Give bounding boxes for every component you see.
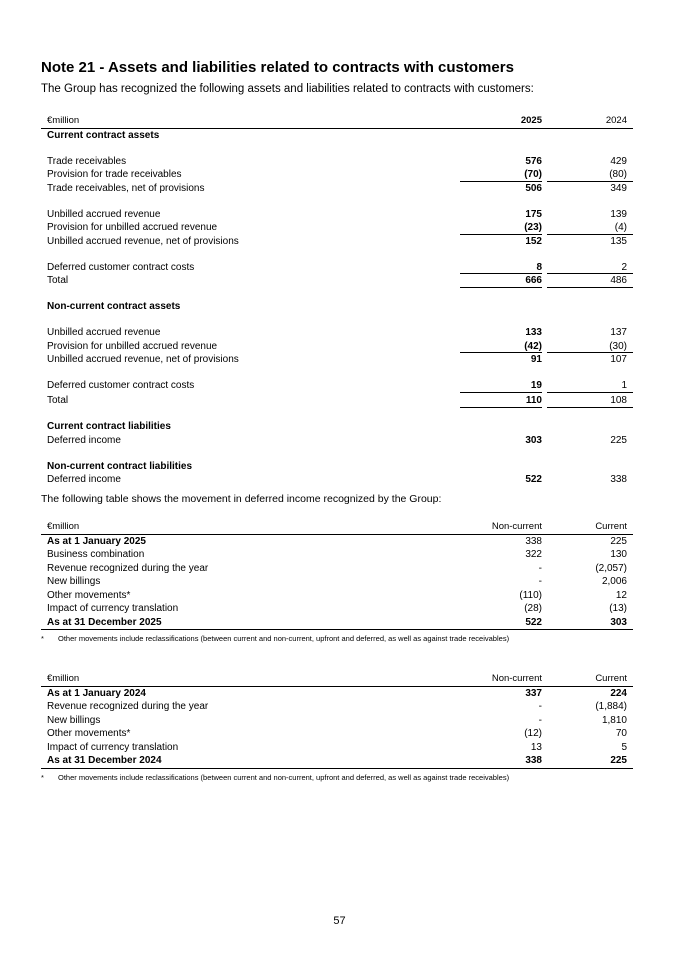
row-label: Business combination (47, 549, 145, 560)
table-row (41, 182, 633, 196)
cell-col1: - (538, 701, 542, 712)
cell-col2: 225 (610, 755, 627, 766)
cell-col2: 1 (547, 379, 633, 393)
cell-col2: 486 (547, 274, 633, 288)
cell-col1: 175 (525, 208, 542, 220)
cell-col1: 152 (525, 235, 542, 247)
table-header (41, 114, 633, 129)
row-label: Provision for trade receivables (47, 169, 182, 180)
spacer (41, 408, 633, 421)
row-label: Deferred income (47, 434, 121, 446)
cell-col1: Non-current (491, 521, 542, 532)
section-heading (41, 420, 633, 434)
page-number: 57 (333, 915, 346, 927)
total-row (41, 616, 633, 631)
footnote-text: Other movements include reclassifications (between current and non-current, upfront and deferred, as well as against trade receivables) (58, 773, 510, 782)
row-label: New billings (47, 714, 101, 726)
cell-col2: Current (595, 521, 627, 532)
cell-col2: 108 (547, 393, 633, 408)
table-row (41, 687, 633, 701)
row-label: Deferred customer contract costs (47, 380, 195, 391)
movement-intro-text: The following table shows the movement in deferred income recognized by the Group: (41, 493, 442, 505)
cell-col2: 12 (615, 589, 627, 601)
intro-text: The Group has recognized the following assets and liabilities related to contracts with customers: (41, 83, 534, 95)
row-label: €million (47, 521, 80, 532)
spacer (41, 314, 633, 327)
row-label: Unbilled accrued revenue, net of provisions (47, 354, 239, 365)
row-label: Unbilled accrued revenue, net of provisions (47, 235, 239, 247)
table-row (41, 700, 633, 714)
spacer (41, 367, 633, 380)
cell-col1: 522 (525, 616, 542, 628)
footnote-text: Other movements include reclassifications (between current and non-current, upfront and deferred, as well as against trade receivables) (58, 634, 510, 643)
row-label: Unbilled accrued revenue (47, 208, 161, 220)
table-row (41, 168, 633, 182)
cell-col2: (4) (547, 221, 633, 235)
table-row (41, 261, 633, 275)
row-label: New billings (47, 576, 101, 587)
row-label: Current contract liabilities (47, 421, 171, 432)
cell-col2: 2,006 (601, 576, 627, 587)
cell-col2: (2,057) (595, 562, 627, 574)
row-label: Total (47, 275, 69, 286)
total-row (41, 393, 633, 408)
row-label: Current contract assets (47, 129, 160, 141)
table-row (41, 235, 633, 249)
cell-col2: 2 (547, 261, 633, 275)
row-label: Total (47, 394, 69, 406)
row-label: Non-current contract liabilities (47, 460, 193, 472)
deferred-income-2024-table (41, 672, 633, 769)
cell-col2: (30) (547, 340, 633, 354)
footnote-marker: * (41, 773, 44, 782)
cell-col1: 338 (525, 535, 542, 547)
cell-col2: 225 (610, 535, 627, 547)
cell-col2: (13) (609, 603, 627, 614)
cell-col2: Current (595, 673, 627, 684)
cell-col2: 224 (610, 687, 627, 699)
cell-col2: 5 (621, 741, 627, 753)
cell-col1: 110 (460, 393, 542, 408)
row-label: Trade receivables, net of provisions (47, 182, 205, 194)
cell-col1: (110) (519, 589, 542, 601)
row-label: Unbilled accrued revenue (47, 327, 161, 338)
total-row (41, 754, 633, 769)
table-row (41, 155, 633, 169)
cell-col1: - (538, 576, 542, 587)
cell-col2: 139 (610, 208, 627, 220)
total-row (41, 274, 633, 288)
cell-col1: 91 (530, 354, 542, 365)
cell-col1: 322 (525, 549, 542, 560)
table-row (41, 714, 633, 728)
cell-col1: 576 (525, 155, 542, 167)
table-row (41, 727, 633, 741)
footnote-marker: * (41, 634, 44, 643)
section-heading (41, 300, 633, 314)
spacer (41, 288, 633, 301)
cell-col2: 70 (615, 728, 627, 739)
table-row (41, 340, 633, 354)
section-heading (41, 129, 633, 143)
cell-col2: 429 (610, 155, 627, 167)
table-row (41, 575, 633, 589)
cell-col2: (1,884) (595, 701, 627, 712)
cell-col2: 130 (610, 549, 627, 560)
table-row (41, 326, 633, 340)
table-row (41, 562, 633, 576)
cell-col2: 1,810 (601, 714, 627, 726)
row-label: Revenue recognized during the year (47, 701, 209, 712)
row-label: As at 31 December 2024 (47, 755, 162, 766)
cell-col1: - (538, 562, 542, 574)
cell-col1: 338 (525, 755, 542, 766)
table-row (41, 221, 633, 235)
col-2024: 2024 (605, 115, 627, 126)
spacer (41, 248, 633, 261)
spacer (41, 447, 633, 460)
cell-col2: (80) (547, 168, 633, 182)
cell-col1: (23) (460, 221, 542, 235)
spacer (41, 195, 633, 208)
cell-col2: 137 (610, 327, 627, 338)
cell-col1: 506 (525, 182, 542, 194)
row-label: As at 31 December 2025 (47, 616, 162, 628)
row-label: Deferred income (47, 474, 121, 485)
cell-col2: 349 (610, 182, 627, 194)
cell-col1: 13 (530, 741, 542, 753)
table-header (41, 520, 633, 535)
row-label: €million (47, 673, 80, 684)
col-2025: 2025 (520, 115, 542, 126)
cell-col1: 522 (525, 474, 542, 485)
contract-balances-table (41, 114, 633, 487)
row-label: Impact of currency translation (47, 741, 179, 753)
table-row (41, 379, 633, 393)
section-heading (41, 460, 633, 474)
row-label: Non-current contract assets (47, 301, 181, 312)
deferred-income-2025-table (41, 520, 633, 630)
row-label: As at 1 January 2025 (47, 535, 146, 547)
row-label: Provision for unbilled accrued revenue (47, 340, 218, 352)
table-row (41, 548, 633, 562)
cell-col2: 107 (610, 354, 627, 365)
cell-col1: - (538, 714, 542, 726)
table-row (41, 535, 633, 549)
note-title: Note 21 - Assets and liabilities related to contracts with customers (41, 59, 514, 76)
row-label: Revenue recognized during the year (47, 562, 209, 574)
row-label: Provision for unbilled accrued revenue (47, 222, 218, 233)
cell-col2: 225 (610, 434, 627, 446)
cell-col1: 666 (460, 274, 542, 288)
row-label: Deferred customer contract costs (47, 261, 195, 273)
table-row (41, 741, 633, 755)
table-row (41, 602, 633, 616)
cell-col2: 338 (610, 474, 627, 485)
cell-col1: 133 (525, 327, 542, 338)
cell-col2: 135 (610, 235, 627, 247)
cell-col1: Non-current (491, 673, 542, 684)
row-label: Other movements* (47, 728, 131, 739)
cell-col1: (28) (524, 603, 542, 614)
cell-col1: 19 (460, 379, 542, 393)
unit-label: €million (47, 115, 80, 126)
table-row (41, 208, 633, 222)
cell-col1: 8 (460, 261, 542, 275)
table-row (41, 353, 633, 367)
row-label: Impact of currency translation (47, 603, 179, 614)
cell-col1: (70) (460, 168, 542, 182)
cell-col1: (12) (524, 728, 542, 739)
row-label: Other movements* (47, 589, 131, 601)
row-label: As at 1 January 2024 (47, 687, 146, 699)
spacer (41, 142, 633, 155)
table-row (41, 473, 633, 487)
cell-col1: 303 (525, 434, 542, 446)
table-row (41, 434, 633, 448)
table-row (41, 589, 633, 603)
table-header (41, 672, 633, 687)
cell-col1: (42) (460, 340, 542, 354)
cell-col1: 337 (525, 687, 542, 699)
cell-col2: 303 (610, 616, 627, 628)
row-label: Trade receivables (47, 155, 127, 167)
